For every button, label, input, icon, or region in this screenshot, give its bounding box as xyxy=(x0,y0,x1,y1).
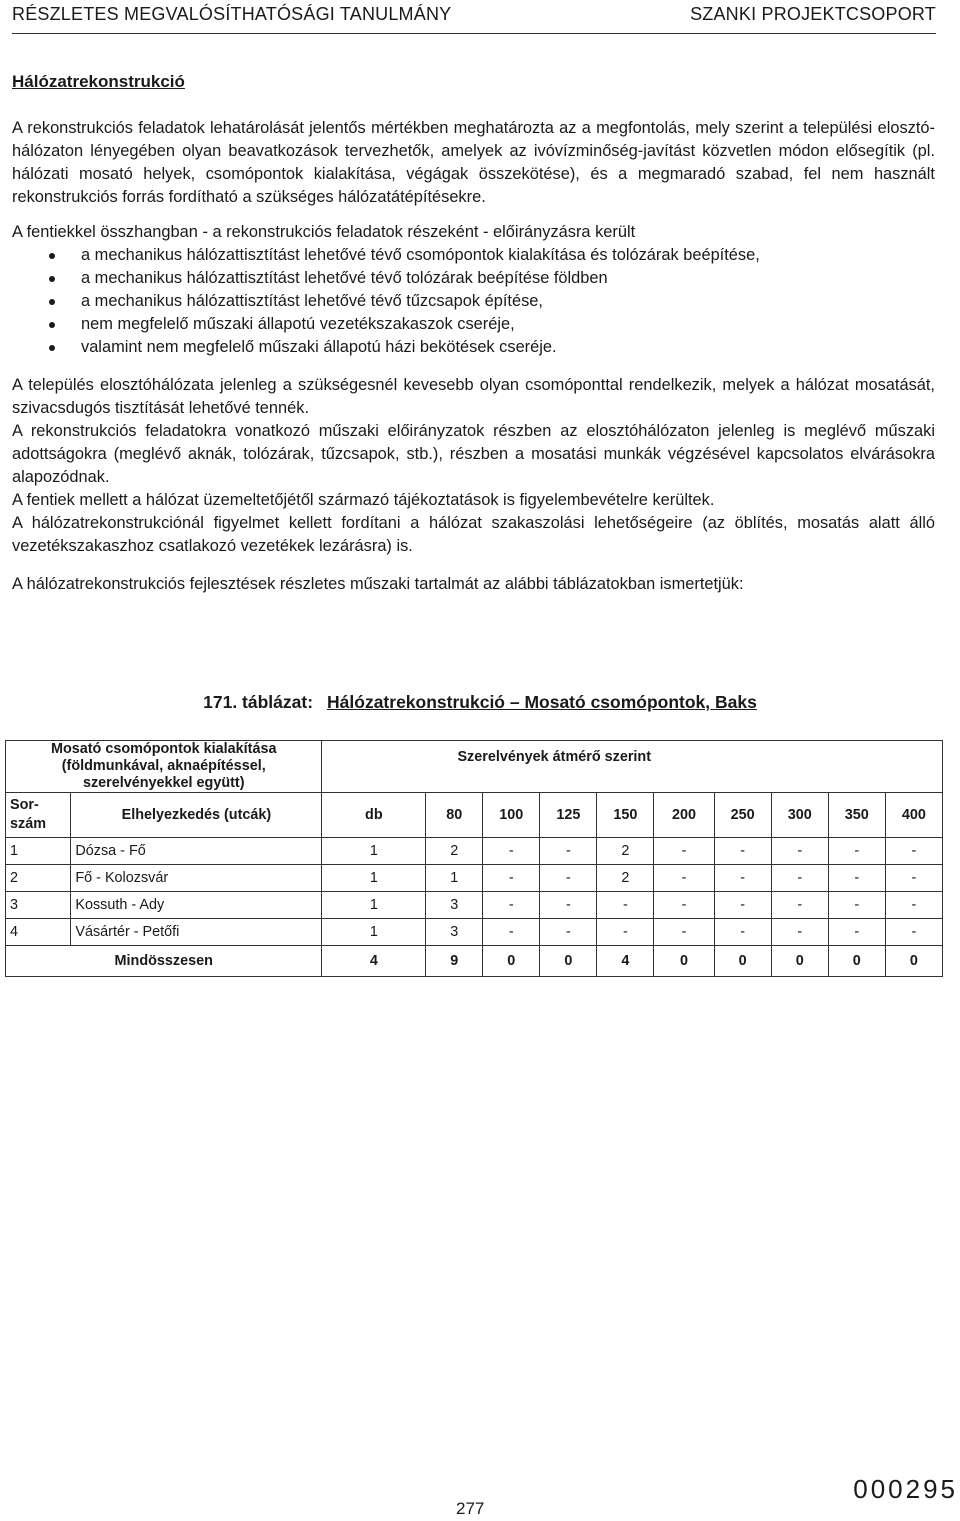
header-left-title: RÉSZLETES MEGVALÓSÍTHATÓSÁGI TANULMÁNY xyxy=(12,4,452,24)
header-diameter-cell: 125 xyxy=(540,793,597,838)
row-value-cell: - xyxy=(771,919,828,946)
row-number-cell: 1 xyxy=(6,838,71,865)
row-value-cell: - xyxy=(828,892,885,919)
total-value-cell: 4 xyxy=(597,946,654,977)
row-db-cell: 1 xyxy=(322,892,426,919)
list-item: nem megfelelő műszaki állapotú vezetékszakaszok cseréje, xyxy=(12,313,935,336)
row-location-cell: Fő - Kolozsvár xyxy=(71,865,322,892)
row-value-cell: - xyxy=(483,838,540,865)
paragraph-technical-basis: A rekonstrukciós feladatokra vonatkozó műszaki előirányzatok részben az elosztóhálózaton jelenleg is meglévő műszaki adottságokra (meglévő aknák, tolózárak, tűzcsapok, stb.), részben a mosatási munkák végzésével kapcsolatos elvárásokra alapozódnak. xyxy=(12,422,935,486)
body-text xyxy=(12,117,935,596)
row-value-cell: 1 xyxy=(426,865,483,892)
row-value-cell: - xyxy=(885,865,942,892)
list-item: a mechanikus hálózattisztítást lehetővé tévő csomópontok kialakítása és tolózárak beépítése, xyxy=(12,244,935,267)
bullet-list xyxy=(12,244,935,359)
row-location-cell: Dózsa - Fő xyxy=(71,838,322,865)
header-sorszam-line: Sor- xyxy=(10,797,39,813)
data-table xyxy=(5,740,943,977)
row-value-cell: - xyxy=(885,838,942,865)
header-group-line: Mosató csomópontok kialakítása xyxy=(50,741,277,757)
header-diameter-cell: 100 xyxy=(483,793,540,838)
row-value-cell: - xyxy=(771,865,828,892)
table-caption-title: Hálózatrekonstrukció – Mosató csomópontok, Baks xyxy=(327,692,757,712)
row-value-cell: 2 xyxy=(426,838,483,865)
row-value-cell: - xyxy=(714,838,771,865)
row-value-cell: 3 xyxy=(426,892,483,919)
row-value-cell: - xyxy=(885,919,942,946)
paragraph-operator-info: A fentiek mellett a hálózat üzemeltetőjétől származó tájékoztatások is figyelembevételre kerültek. xyxy=(12,491,715,509)
row-db-cell: 1 xyxy=(322,919,426,946)
table-subheader-row xyxy=(6,793,943,838)
row-value-cell: - xyxy=(483,892,540,919)
table-row xyxy=(6,892,943,919)
row-value-cell: - xyxy=(885,892,942,919)
header-diameter-cell: 350 xyxy=(828,793,885,838)
table-row xyxy=(6,919,943,946)
paragraph-intro: A rekonstrukciós feladatok lehatárolását jelentős mértékben meghatározta az a megfontolás, mely szerint a települési elosztó-hálózaton lényegében olyan beavatkozások tervezhetők, amelyek az ivóvízminőség-javítást közvetlen módon elősegítik (pl. hálózati mosató helyek, csomópontok kialakítása, végágak összekötése), és a megmaradó szabad, fel nem használt rekonstrukciós forrás fordítható a szükséges hálózatátépítésekre. xyxy=(12,119,935,206)
header-group-line: (földmunkával, aknaépítéssel, szerelvényekkel együtt) xyxy=(61,758,266,791)
row-value-cell: - xyxy=(714,919,771,946)
page-number: 277 xyxy=(456,1499,485,1518)
table-caption xyxy=(0,692,960,713)
total-value-cell: 0 xyxy=(885,946,942,977)
row-location-cell: Kossuth - Ady xyxy=(71,892,322,919)
page-header xyxy=(12,4,936,25)
row-location-cell: Vásártér - Petőfi xyxy=(71,919,322,946)
row-value-cell: - xyxy=(654,919,714,946)
list-item: a mechanikus hálózattisztítást lehetővé tévő tolózárak beépítése földben xyxy=(12,267,935,290)
total-label-cell: Mindösszesen xyxy=(6,946,322,977)
header-diameter-cell: 300 xyxy=(771,793,828,838)
row-value-cell: - xyxy=(483,865,540,892)
header-sorszam-cell xyxy=(6,793,71,838)
row-value-cell: 3 xyxy=(426,919,483,946)
header-diameter-cell: 400 xyxy=(885,793,942,838)
header-diameter-cell: 150 xyxy=(597,793,654,838)
paragraph-scope: A fentiekkel összhangban - a rekonstrukciós feladatok részeként - előirányzásra került xyxy=(12,223,636,241)
row-db-cell: 1 xyxy=(322,865,426,892)
document-code: 000295 xyxy=(853,1474,958,1504)
total-value-cell: 0 xyxy=(771,946,828,977)
row-value-cell: - xyxy=(654,838,714,865)
row-value-cell: 2 xyxy=(597,838,654,865)
header-diameter-cell: 250 xyxy=(714,793,771,838)
header-right-title: SZANKI PROJEKTCSOPORT xyxy=(690,4,936,24)
row-value-cell: - xyxy=(483,919,540,946)
row-value-cell: - xyxy=(714,892,771,919)
header-location-cell: Elhelyezkedés (utcák) xyxy=(71,793,322,838)
header-db-cell: db xyxy=(322,793,426,838)
row-number-cell: 3 xyxy=(6,892,71,919)
total-value-cell: 9 xyxy=(426,946,483,977)
row-value-cell: - xyxy=(654,865,714,892)
total-value-cell: 0 xyxy=(654,946,714,977)
row-value-cell: - xyxy=(540,892,597,919)
paragraph-table-intro: A hálózatrekonstrukciós fejlesztések részletes műszaki tartalmát az alábbi táblázatokban ismertetjük: xyxy=(12,575,744,593)
header-group-cell xyxy=(6,741,322,793)
row-number-cell: 2 xyxy=(6,865,71,892)
row-value-cell: - xyxy=(828,838,885,865)
paragraph-network-state: A település elosztóhálózata jelenleg a szükségesnél kevesebb olyan csomóponttal rendelkezik, melyek a hálózat mosatását, szivacsdugós tisztítását lehetővé tennék. xyxy=(12,376,935,417)
header-diameter-cell: 200 xyxy=(654,793,714,838)
table-total-row xyxy=(6,946,943,977)
row-value-cell: - xyxy=(540,919,597,946)
row-value-cell: - xyxy=(597,892,654,919)
header-diameter-cell: 80 xyxy=(426,793,483,838)
total-value-cell: 0 xyxy=(483,946,540,977)
header-fittings-cell: Szerelvények átmérő szerint xyxy=(322,741,943,793)
paragraph-sectioning: A hálózatrekonstrukciónál figyelmet kellett fordítani a hálózat szakaszolási lehetőségeire (az öblítés, mosatás alatt álló vezetékszakaszhoz csatlakozó vezetékek lezárásra) is. xyxy=(12,514,935,555)
row-value-cell: - xyxy=(540,838,597,865)
section-title: Hálózatrekonstrukció xyxy=(12,72,185,91)
total-db-cell: 4 xyxy=(322,946,426,977)
row-value-cell: - xyxy=(654,892,714,919)
total-value-cell: 0 xyxy=(714,946,771,977)
row-value-cell: - xyxy=(771,892,828,919)
row-value-cell: - xyxy=(597,919,654,946)
total-value-cell: 0 xyxy=(828,946,885,977)
row-db-cell: 1 xyxy=(322,838,426,865)
total-value-cell: 0 xyxy=(540,946,597,977)
header-sorszam-line: szám xyxy=(10,816,46,832)
table-row xyxy=(6,865,943,892)
table-header-row xyxy=(6,741,943,793)
header-divider xyxy=(12,33,936,34)
list-item: a mechanikus hálózattisztítást lehetővé tévő tűzcsapok építése, xyxy=(12,290,935,313)
row-value-cell: - xyxy=(714,865,771,892)
row-value-cell: - xyxy=(828,865,885,892)
row-value-cell: - xyxy=(771,838,828,865)
row-value-cell: - xyxy=(828,919,885,946)
table-row xyxy=(6,838,943,865)
row-value-cell: - xyxy=(540,865,597,892)
row-number-cell: 4 xyxy=(6,919,71,946)
row-value-cell: 2 xyxy=(597,865,654,892)
list-item: valamint nem megfelelő műszaki állapotú házi bekötések cseréje. xyxy=(12,336,935,359)
table-caption-number: 171. táblázat: xyxy=(203,692,314,712)
